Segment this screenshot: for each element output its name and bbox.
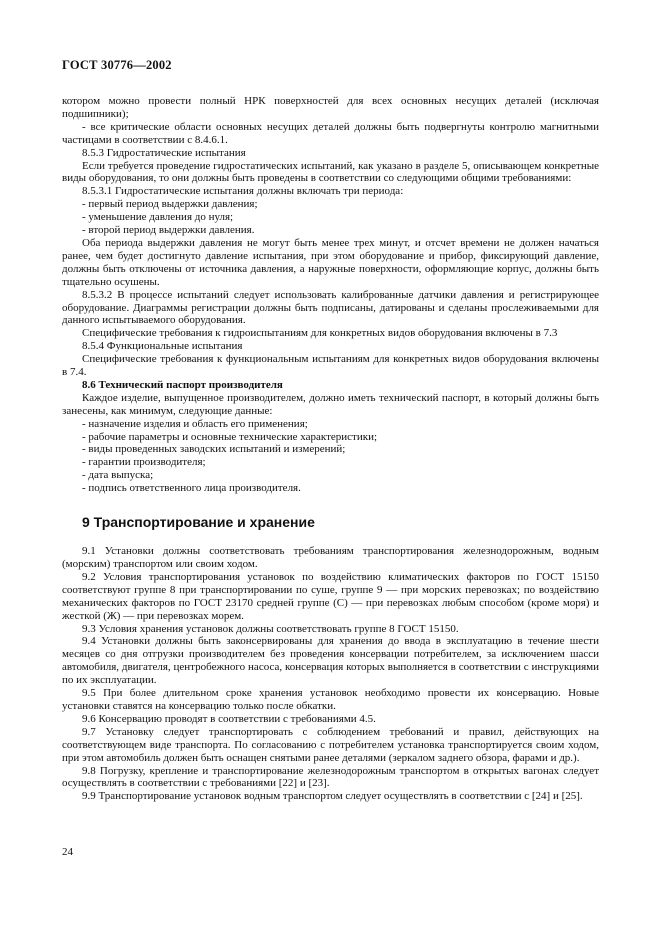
paragraph: - дата выпуска;	[82, 469, 154, 482]
paragraph: 9.3 Условия хранения установок должны соответствовать группе 8 ГОСТ 15150.	[82, 622, 459, 635]
paragraph: - второй период выдержки давления.	[82, 224, 255, 237]
paragraph: 9.9 Транспортирование установок водным транспортом следует осуществлять в соответствии с [24] и [25].	[82, 790, 583, 803]
paragraph: - рабочие параметры и основные технические характеристики;	[82, 430, 378, 443]
paragraph: 9.2 Условия транспортирования установок по воздействию климатических факторов по ГОСТ 15150 соответствуют группе 8 при транспортировании по суше, группе 9 — при морских перевозках; по воздействию механических факторов по ГОСТ 23170 средней группе (С) — при перевозках любым способом (кроме моря) и жесткой (Ж) — при перевозках морем.	[62, 570, 599, 622]
paragraph: Специфические требования к гидроиспытаниям для конкретных видов оборудования включены в 7.3	[82, 327, 558, 340]
section-9-body	[62, 545, 599, 803]
paragraph: - уменьшение давления до нуля;	[82, 211, 234, 224]
paragraph: Специфические требования к функциональным испытаниям для конкретных видов оборудования включены в 7.4.	[62, 353, 599, 379]
page-number: 24	[62, 846, 73, 858]
paragraph: 8.5.3.1 Гидростатические испытания должны включать три периода:	[82, 185, 404, 198]
paragraph: 9.4 Установки должны быть законсервированы для хранения до ввода в эксплуатацию в течение шести месяцев со дня отгрузки производителем без проведения консервации потребителем, за исключением шасси автомобиля, двигателя, центробежного насоса, консервация которых выполняется в соответствии с инструкциями по их эксплуатации.	[62, 635, 599, 687]
paragraph: - все критические области основных несущих деталей должны быть подвергнуты контролю магнитными частицами в соответствии с 8.4.6.1.	[62, 120, 599, 146]
paragraph: 9.5 При более длительном сроке хранения установок необходимо провести их консервацию. Новые установки ставятся на консервацию только после обкатки.	[62, 687, 599, 712]
paragraph: 8.5.4 Функциональные испытания	[82, 340, 243, 353]
document-page	[62, 58, 599, 803]
paragraph: котором можно провести полный НРК поверхностей для всех основных несущих деталей (исключая подшипники);	[62, 95, 599, 120]
paragraph: Если требуется проведение гидростатических испытаний, как указано в разделе 5, описывающем конкретные виды оборудования, то они должны быть проведены в соответствии со следующими общими требованиями:	[62, 159, 599, 185]
document-header: ГОСТ 30776—2002	[62, 58, 172, 72]
paragraph: - подпись ответственного лица производителя.	[82, 482, 301, 495]
paragraph: 9.1 Установки должны соответствовать требованиям транспортирования железнодорожным, водным (морским) транспортом или своим ходом.	[62, 545, 599, 570]
paragraph: - назначение изделия и область его применения;	[82, 417, 308, 430]
paragraph: - виды проведенных заводских испытаний и измерений;	[82, 443, 346, 456]
paragraph: 8.5.3.2 В процессе испытаний следует использовать калиброванные датчики давления и регистрирующее оборудование. Диаграммы регистрации должны быть подписаны, датированы и сделаны прослеживаемыми для данного испытываемого оборудования.	[62, 288, 599, 327]
paragraph: 9.6 Консервацию проводят в соответствии с требованиями 4.5.	[82, 712, 376, 725]
paragraph: 8.5.3 Гидростатические испытания	[82, 146, 246, 159]
paragraph: - первый период выдержки давления;	[82, 198, 258, 211]
paragraph: - гарантии производителя;	[82, 456, 206, 469]
paragraph: 9.7 Установку следует транспортировать с соблюдением требований и правил, действующих на соответствующем виде транспорта. По согласованию с потребителем установка транспортируется своим ходом, при этом автомобиль должен быть оснащен снятыми ранее деталями (зеркалом заднего обзора, фарами и др.).	[62, 725, 599, 764]
paragraph: Каждое изделие, выпущенное производителем, должно иметь технический паспорт, в который должны быть занесены, как минимум, следующие данные:	[62, 391, 599, 417]
paragraph: 8.6 Технический паспорт производителя	[82, 378, 283, 391]
paragraph: 9.8 Погрузку, крепление и транспортирование железнодорожным транспортом в открытых вагонах следует осуществлять в соответствии с требованиями [22] и [23].	[62, 764, 599, 790]
section-9-title: 9 Транспортирование и хранение	[82, 514, 315, 531]
body-text-top	[62, 95, 599, 495]
paragraph: Оба периода выдержки давления не могут быть менее трех минут, и отсчет времени не должен начаться ранее, чем будет достигнуто давление испытания, при этом оборудование и прибор, фиксирующий давление, должны быть отключены от источника давления, а наружные поверхности, оформляющие корпус, должны быть тщательно осушены.	[62, 236, 599, 288]
